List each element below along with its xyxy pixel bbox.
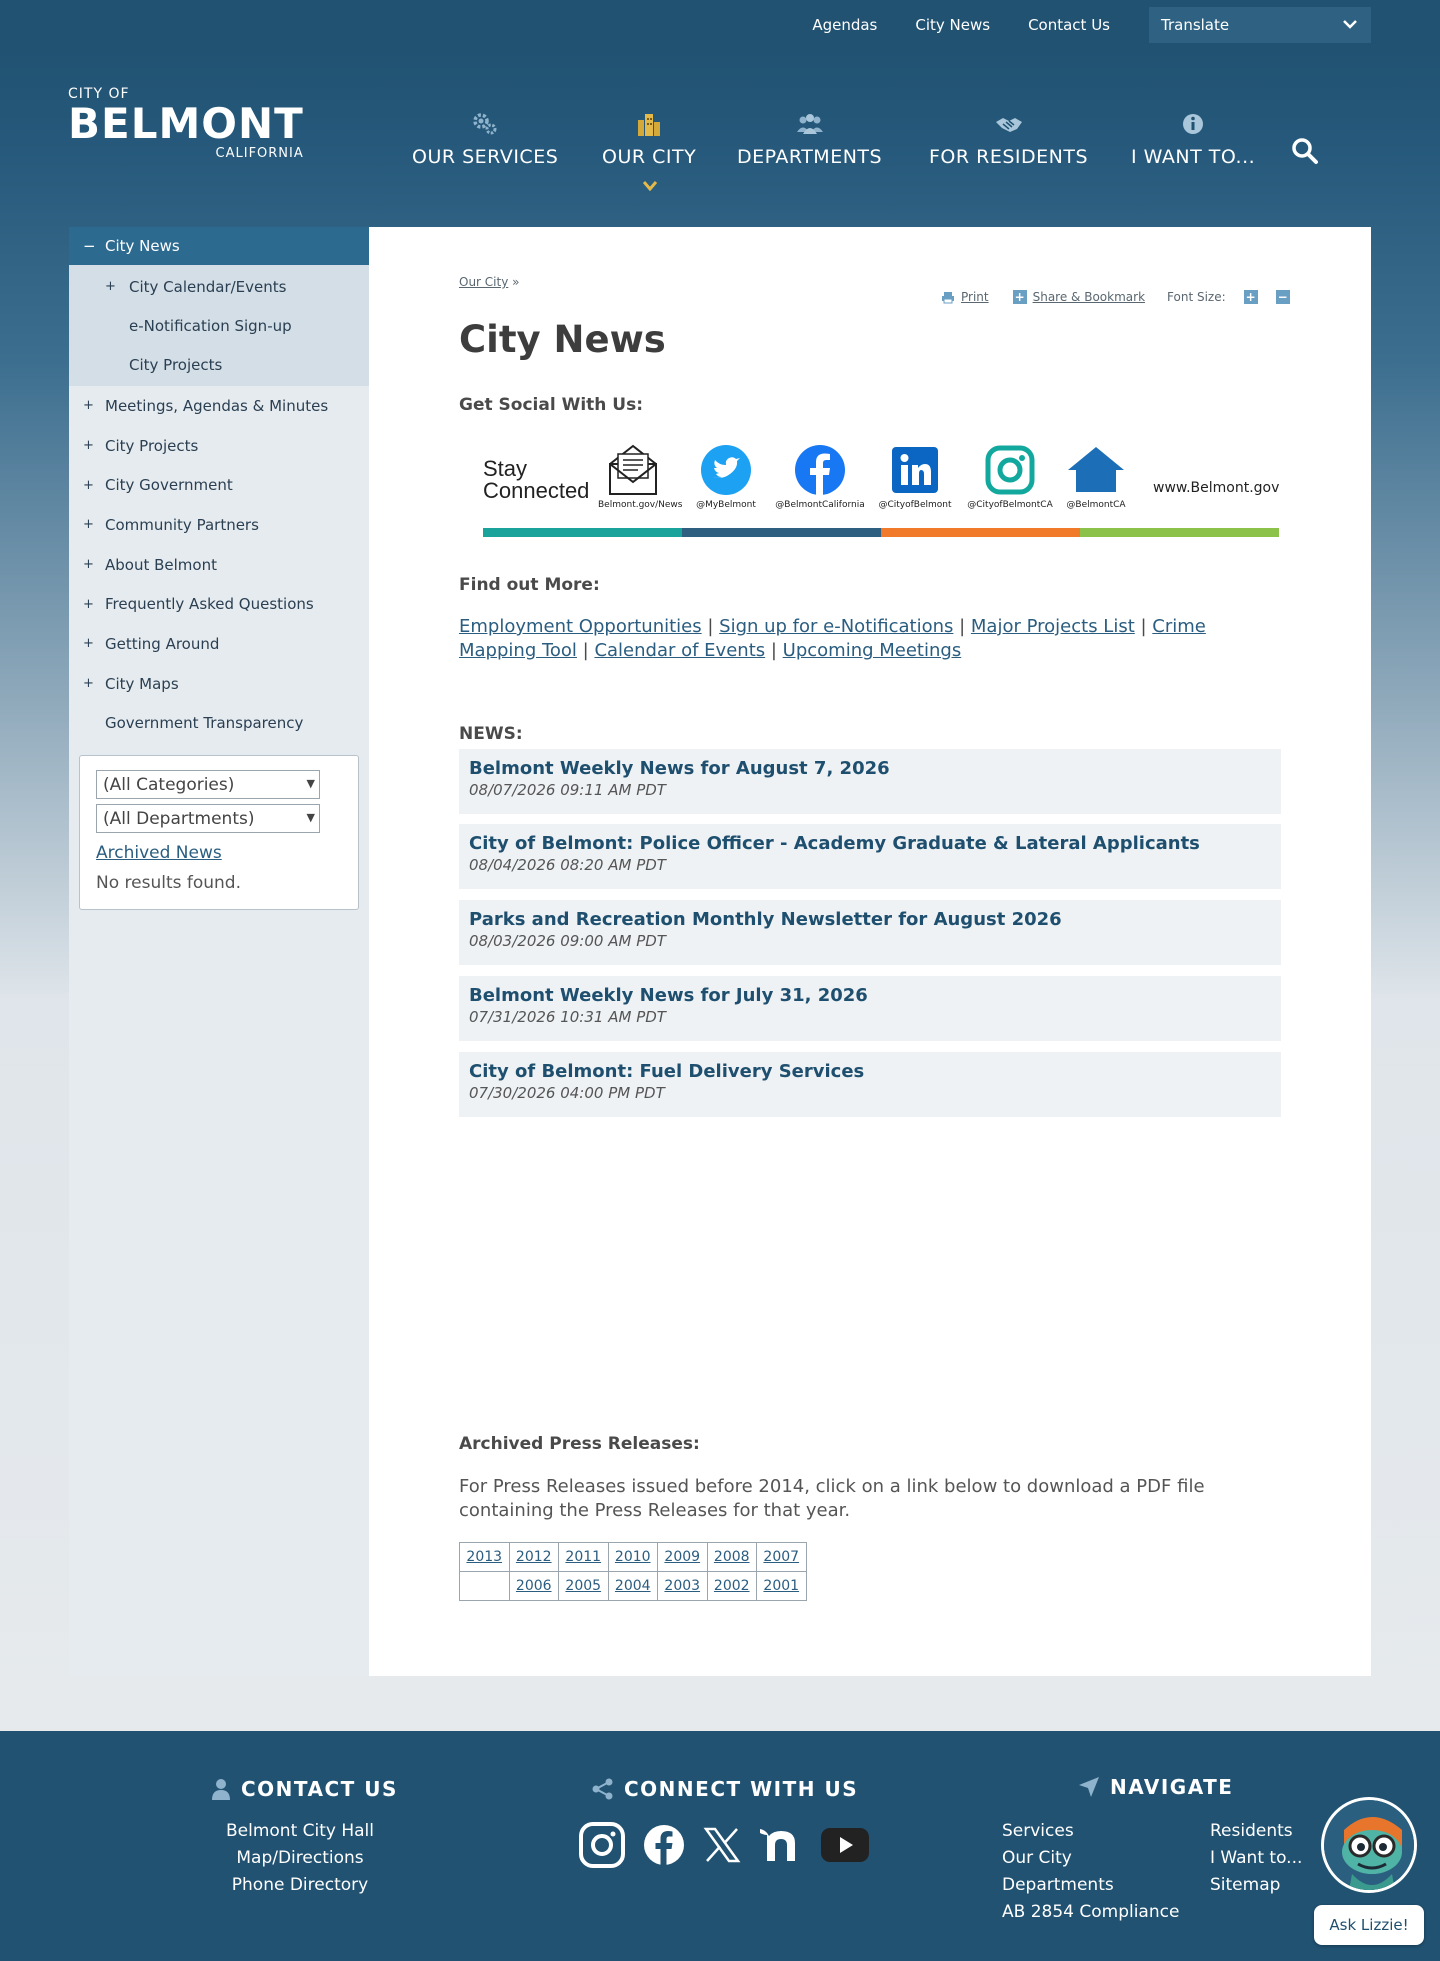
connect-heading-text: CONNECT WITH US [624, 1777, 859, 1801]
year-cell[interactable] [658, 1572, 708, 1601]
logo-city-of: CITY OF [68, 86, 130, 102]
banner-facebook-item[interactable] [775, 444, 865, 510]
connect-heading [592, 1777, 858, 1801]
year-link[interactable]: 2012 [515, 1549, 552, 1565]
sidebar-item-label: City Projects [129, 355, 223, 374]
banner-linkedin-item[interactable] [875, 444, 955, 510]
nextdoor-icon[interactable] [758, 1825, 804, 1865]
social-heading: Get Social With Us: [459, 395, 644, 415]
year-cell[interactable] [608, 1543, 658, 1572]
navigate-col-1 [1002, 1818, 1179, 1926]
facebook-icon[interactable] [642, 1823, 686, 1867]
news-title[interactable]: City of Belmont: Fuel Delivery Services [469, 1061, 865, 1082]
banner-handle: @CityofBelmontCA [967, 500, 1053, 510]
sidebar-item-meetings[interactable] [69, 386, 369, 426]
font-increase-icon[interactable]: + [1245, 290, 1256, 304]
banner-handle: @MyBelmont [696, 500, 756, 510]
news-date: 08/07/2026 09:11 AM PDT [469, 781, 666, 799]
footer-sitemap-link[interactable]: Sitemap [1210, 1875, 1281, 1895]
print-link[interactable]: Print [961, 290, 989, 304]
city-buildings-icon [602, 110, 696, 138]
collapse-toggle[interactable]: − [83, 237, 96, 255]
envelope-icon [608, 444, 658, 496]
category-select-value: (All Categories) [103, 774, 235, 795]
city-logo[interactable] [68, 86, 304, 161]
news-item[interactable] [459, 749, 1281, 814]
find-out-more-heading: Find out More: [459, 575, 600, 595]
major-projects-link[interactable]: Major Projects List [970, 616, 1135, 637]
nav-our-services[interactable] [412, 110, 558, 168]
news-filter-box [79, 755, 359, 910]
sidebar-item-label: Meetings, Agendas & Minutes [105, 396, 329, 415]
news-date: 07/31/2026 10:31 AM PDT [469, 1008, 666, 1026]
sidebar-item-city-projects[interactable] [69, 426, 369, 466]
year-cell[interactable] [757, 1572, 807, 1601]
sidebar-submenu [69, 265, 369, 386]
city-news-link[interactable]: City News [915, 16, 991, 34]
nav-label: DEPARTMENTS [737, 146, 883, 168]
person-icon [211, 1778, 231, 1800]
sidebar-item-label: Community Partners [105, 515, 259, 534]
press-years-table [459, 1542, 807, 1601]
breadcrumb-separator: » [512, 275, 520, 289]
sidebar-item-label: City Calendar/Events [129, 277, 287, 296]
sidebar-item-label: City Government [105, 476, 233, 495]
news-date: 08/03/2026 09:00 AM PDT [469, 932, 666, 950]
breadcrumb-our-city[interactable]: Our City [459, 275, 509, 289]
instagram-icon[interactable] [578, 1821, 626, 1869]
table-row [460, 1543, 807, 1572]
sidebar-item-label: City News [105, 237, 180, 255]
news-date: 07/30/2026 04:00 PM PDT [469, 1084, 665, 1102]
contact-heading-text: CONTACT US [241, 1777, 398, 1801]
contact-heading [211, 1777, 398, 1801]
map-directions-link[interactable]: Map/Directions [236, 1848, 364, 1868]
contact-us-link[interactable]: Contact Us [1028, 16, 1110, 34]
expand-toggle[interactable]: + [83, 557, 94, 573]
sidebar-item-about-belmont[interactable] [69, 545, 369, 585]
year-cell[interactable] [757, 1543, 807, 1572]
footer [0, 1731, 1440, 1961]
sidebar-item-community-partners[interactable] [69, 505, 369, 545]
sidebar-item-city-government[interactable] [69, 465, 369, 505]
utility-links [812, 0, 1110, 50]
year-cell[interactable] [608, 1572, 658, 1601]
sidebar-item-faq[interactable] [69, 584, 369, 624]
category-select[interactable] [96, 770, 320, 799]
footer-social-icons [578, 1821, 870, 1869]
font-decrease-icon[interactable]: − [1277, 290, 1288, 304]
banner-instagram-item[interactable] [965, 444, 1055, 510]
facebook-icon [794, 444, 846, 496]
year-link[interactable]: 2008 [713, 1549, 750, 1565]
department-select[interactable] [96, 804, 320, 833]
nav-label: FOR RESIDENTS [929, 146, 1089, 168]
banner-website[interactable]: www.Belmont.gov [1153, 480, 1280, 496]
find-out-more-links: Employment Opportunities | Sign up for e-Notifications | Major Projects List | Crime Mapping Tool | Calendar of Events | Upcoming Meetings [459, 616, 1206, 661]
logo-belmont: BELMONT [68, 99, 304, 148]
year-link[interactable]: 2003 [664, 1578, 701, 1594]
year-cell[interactable] [559, 1543, 609, 1572]
nav-our-city[interactable] [602, 110, 696, 168]
youtube-icon[interactable] [820, 1827, 870, 1863]
people-group-icon [737, 110, 882, 138]
expand-toggle[interactable]: + [83, 438, 94, 454]
press-heading: Archived Press Releases: [459, 1434, 700, 1454]
stripe-segment [682, 528, 881, 537]
share-plus-icon: + [1014, 290, 1025, 304]
sidebar-subitem-calendar[interactable] [69, 267, 369, 306]
employment-link[interactable]: Employment Opportunities [459, 616, 702, 637]
year-link[interactable]: 2005 [565, 1578, 602, 1594]
news-item[interactable] [459, 1052, 1281, 1117]
ask-lizzie-button[interactable]: Ask Lizzie! [1314, 1905, 1424, 1945]
sidebar-item-label: e-Notification Sign-up [129, 316, 292, 335]
page-tools [941, 290, 1290, 304]
footer-i-want-to-link[interactable]: I Want to... [1210, 1848, 1303, 1868]
sidebar-item-city-news[interactable] [69, 227, 369, 265]
stripe-segment [1080, 528, 1279, 537]
contact-links [200, 1818, 400, 1899]
year-cell[interactable] [707, 1543, 757, 1572]
sidebar-item-getting-around[interactable] [69, 624, 369, 664]
share-bookmark-link[interactable]: Share & Bookmark [1032, 290, 1146, 304]
news-title[interactable]: Belmont Weekly News for August 7, 2026 [469, 758, 890, 779]
calendar-events-link[interactable]: Calendar of Events [594, 640, 766, 661]
sidebar-subitem-city-projects[interactable] [69, 345, 369, 384]
navigate-col-2 [1210, 1818, 1302, 1899]
printer-icon [941, 291, 955, 304]
chevron-down-icon: ▼ [306, 811, 315, 824]
expand-toggle[interactable]: + [83, 636, 94, 652]
linkedin-icon [890, 444, 940, 496]
location-arrow-icon [1078, 1776, 1100, 1798]
stripe-segment [881, 528, 1080, 537]
main-content [369, 227, 1371, 1676]
news-title[interactable]: Parks and Recreation Monthly Newsletter for August 2026 [469, 909, 1062, 930]
expand-toggle[interactable]: + [83, 596, 94, 612]
nav-departments[interactable] [737, 110, 882, 168]
enotification-link[interactable]: Sign up for e-Notifications [719, 616, 954, 637]
nav-label: OUR CITY [602, 146, 697, 168]
year-link[interactable]: 2001 [763, 1578, 800, 1594]
translate-label: Translate [1161, 16, 1230, 34]
active-caret-icon [643, 181, 657, 191]
gears-icon [412, 110, 558, 138]
year-link[interactable]: 2006 [515, 1578, 552, 1594]
footer-services-link[interactable]: Services [1002, 1821, 1074, 1841]
expand-toggle[interactable]: + [83, 676, 94, 692]
footer-our-city-link[interactable]: Our City [1002, 1848, 1072, 1868]
footer-ab2854-link[interactable]: AB 2854 Compliance [1002, 1902, 1180, 1922]
sidebar-item-label: Getting Around [105, 634, 220, 653]
stay-connected-banner [483, 444, 1279, 544]
year-link[interactable]: 2013 [466, 1549, 503, 1565]
page-title: City News [459, 318, 666, 361]
stripe-segment [483, 528, 682, 537]
year-link[interactable]: 2010 [614, 1549, 651, 1565]
expand-toggle[interactable]: + [105, 279, 116, 294]
house-icon [1066, 444, 1126, 496]
x-icon[interactable] [702, 1825, 742, 1865]
upcoming-meetings-link[interactable]: Upcoming Meetings [782, 640, 962, 661]
logo-california: CALIFORNIA [215, 146, 304, 161]
sidebar-item-label: City Maps [105, 674, 179, 693]
banner-news-item[interactable] [598, 444, 683, 510]
year-cell[interactable] [707, 1572, 757, 1601]
year-link[interactable]: 2009 [664, 1549, 701, 1565]
font-size-label: Font Size: [1167, 290, 1226, 304]
year-link[interactable]: 2011 [565, 1549, 602, 1565]
news-title[interactable]: Belmont Weekly News for July 31, 2026 [469, 985, 868, 1006]
navigate-heading [1078, 1775, 1233, 1799]
phone-directory-link[interactable]: Phone Directory [231, 1875, 369, 1895]
sidebar-item-government-transparency[interactable] [69, 704, 369, 744]
crime-mapping-link[interactable]: Crime Mapping Tool [459, 616, 1206, 661]
year-cell-empty [460, 1572, 510, 1601]
banner-handle: Belmont.gov/News [598, 500, 683, 510]
banner-stay: Stay [483, 456, 528, 481]
banner-handle: @BelmontCA [1066, 500, 1126, 510]
year-cell[interactable] [559, 1572, 609, 1601]
year-cell[interactable] [658, 1543, 708, 1572]
banner-connected: Connected [483, 478, 590, 503]
search-icon[interactable] [1291, 137, 1319, 165]
year-cell[interactable] [460, 1543, 510, 1572]
handshake-icon [929, 110, 1088, 138]
sidebar [69, 227, 369, 1676]
banner-nextdoor-item[interactable] [1061, 444, 1131, 510]
instagram-icon [985, 444, 1035, 496]
sidebar-item-label: Frequently Asked Questions [105, 595, 314, 614]
news-title[interactable]: City of Belmont: Police Officer - Academy Graduate & Lateral Applicants [469, 833, 1200, 854]
navigate-heading-text: NAVIGATE [1110, 1775, 1234, 1799]
no-results-text: No results found. [96, 873, 242, 893]
banner-twitter-item[interactable] [691, 444, 761, 510]
top-utility-bar [0, 0, 1440, 50]
city-hall-link[interactable]: Belmont City Hall [225, 1821, 375, 1841]
agendas-link[interactable]: Agendas [812, 16, 878, 34]
chevron-down-icon: ▼ [306, 777, 315, 790]
footer-departments-link[interactable]: Departments [1002, 1875, 1114, 1895]
translate-dropdown[interactable] [1149, 7, 1371, 43]
banner-handle: @CityofBelmont [878, 500, 952, 510]
expand-toggle[interactable]: + [83, 517, 94, 533]
year-link[interactable]: 2004 [614, 1578, 651, 1594]
lizzie-avatar[interactable] [1321, 1797, 1417, 1893]
sidebar-item-city-maps[interactable] [69, 664, 369, 704]
sidebar-item-label: Government Transparency [105, 714, 304, 733]
nav-i-want-to[interactable] [1131, 110, 1255, 168]
news-date: 08/04/2026 08:20 AM PDT [469, 856, 666, 874]
news-item[interactable] [459, 976, 1281, 1041]
info-icon [1131, 110, 1255, 138]
news-item[interactable] [459, 824, 1281, 889]
table-row [460, 1572, 807, 1601]
twitter-bird-icon [700, 444, 752, 496]
press-description: For Press Releases issued before 2014, click on a link below to download a PDF file containing the Press Releases for that year. [459, 1476, 1205, 1521]
news-heading: NEWS: [459, 724, 523, 744]
nav-for-residents[interactable] [929, 110, 1088, 168]
footer-residents-link[interactable]: Residents [1210, 1821, 1293, 1841]
news-item[interactable] [459, 900, 1281, 965]
breadcrumb [459, 275, 520, 289]
share-icon [592, 1778, 614, 1800]
nav-label: OUR SERVICES [412, 146, 559, 168]
department-select-value: (All Departments) [103, 808, 255, 829]
year-cell[interactable] [509, 1572, 559, 1601]
banner-stay-connected [483, 458, 589, 502]
expand-toggle[interactable]: + [83, 477, 94, 493]
year-link[interactable]: 2002 [713, 1578, 750, 1594]
archived-news-link[interactable]: Archived News [96, 843, 222, 863]
banner-color-stripe [483, 528, 1279, 537]
sidebar-subitem-enotification[interactable] [69, 306, 369, 345]
sidebar-item-label: About Belmont [105, 555, 217, 574]
banner-handle: @BelmontCalifornia [775, 500, 865, 510]
chevron-down-icon [1341, 15, 1359, 33]
sidebar-item-label: City Projects [105, 436, 199, 455]
year-cell[interactable] [509, 1543, 559, 1572]
expand-toggle[interactable]: + [83, 398, 94, 414]
year-link[interactable]: 2007 [763, 1549, 800, 1565]
nav-label: I WANT TO... [1131, 146, 1256, 168]
